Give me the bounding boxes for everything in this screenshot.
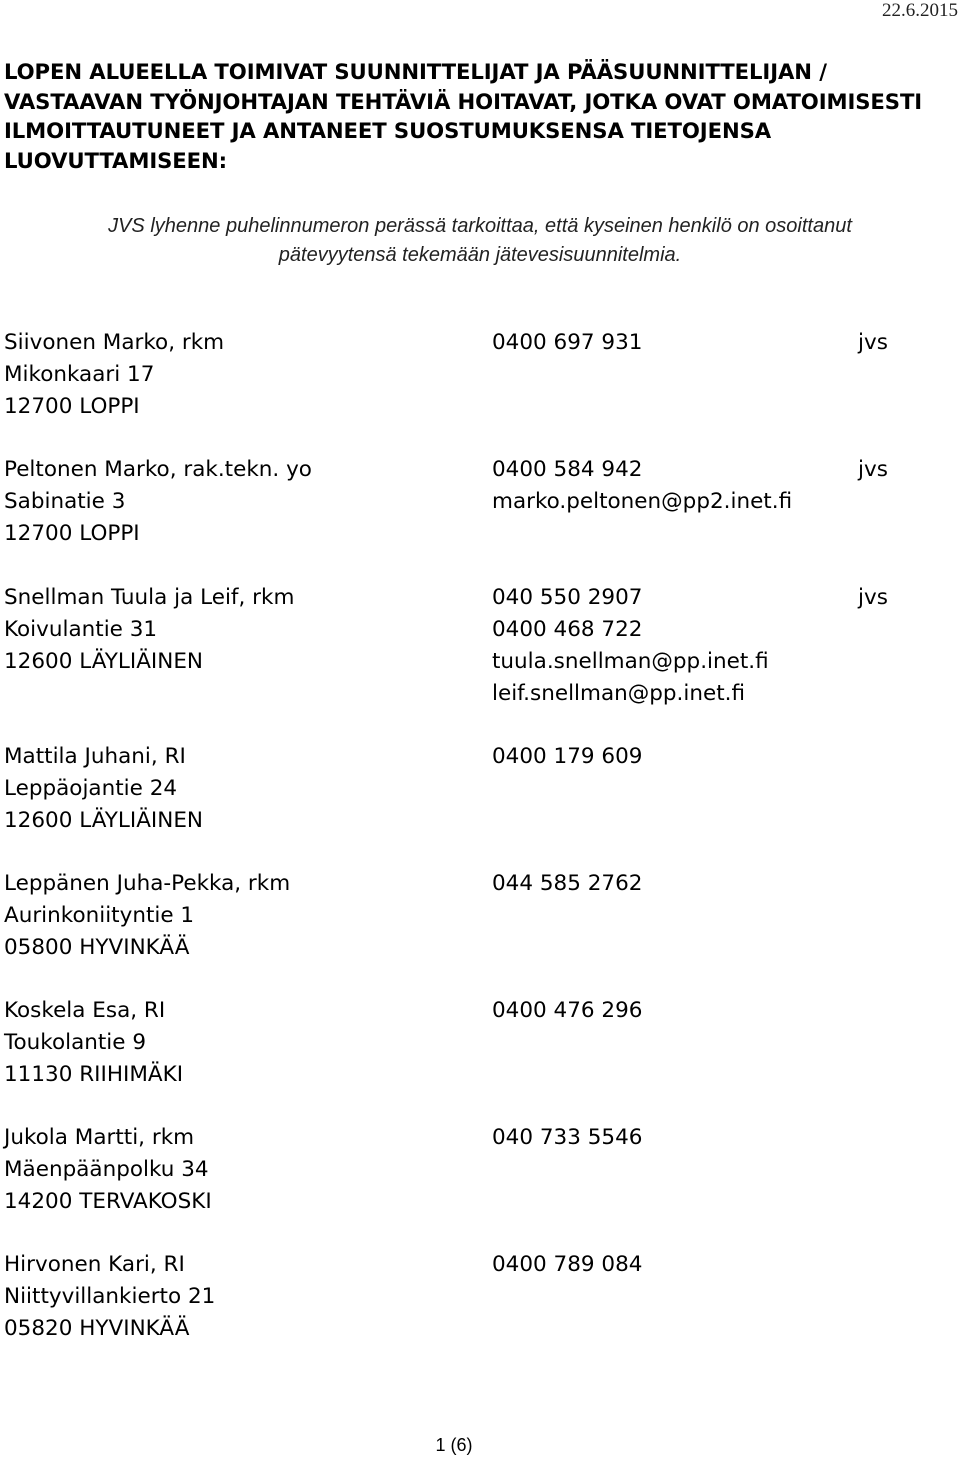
- contact-postal: 05800 HYVINKÄÄ: [4, 935, 190, 960]
- contact-street: Niittyvillankierto 21: [4, 1284, 216, 1309]
- document-title: LOPEN ALUEELLA TOIMIVAT SUUNNITTELIJAT JA PÄÄSUUNNITTELIJAN / VASTAAVAN TYÖNJOHTAJAN TEHTÄVIÄ HOITAVAT, JOTKA OVAT OMATOIMISESTI ILMOITTAUTUNEET JA ANTANEET SUOSTUMUKSENSA TIETOJENSA LUOVUTTAMISEEN:: [4, 59, 923, 173]
- contact-email: leif.snellman@pp.inet.fi: [492, 681, 746, 706]
- contact-details: [492, 454, 832, 518]
- contact-street: Mäenpäänpolku 34: [4, 1157, 209, 1182]
- document-date: 22.6.2015: [882, 0, 958, 21]
- jvs-tag: jvs: [858, 585, 888, 610]
- contact-details: [492, 995, 832, 1027]
- page-number: 1 (6): [435, 1435, 473, 1455]
- contact-entry: [4, 327, 954, 423]
- contact-name: Jukola Martti, rkm: [4, 1125, 195, 1150]
- contact-entry: [4, 868, 954, 964]
- contact-phone: 044 585 2762: [492, 871, 643, 896]
- contact-phone: 0400 179 609: [492, 744, 643, 769]
- contact-phone: 040 733 5546: [492, 1125, 643, 1150]
- contact-entry: [4, 1122, 954, 1218]
- contact-entry: [4, 741, 954, 837]
- contact-phone: 0400 584 942: [492, 457, 643, 482]
- jvs-note-line: JVS lyhenne puhelinnumeron perässä tarkoittaa, että kyseinen henkilö on osoittanut: [108, 215, 852, 237]
- contact-entry: [4, 995, 954, 1091]
- contact-street: Mikonkaari 17: [4, 362, 155, 387]
- contact-entry: [4, 454, 954, 550]
- contact-street: Toukolantie 9: [4, 1030, 147, 1055]
- contact-name: Hirvonen Kari, RI: [4, 1252, 185, 1277]
- jvs-tag: jvs: [858, 330, 888, 355]
- jvs-note: [0, 212, 960, 270]
- contact-address: [4, 454, 484, 550]
- contact-address: [4, 1122, 484, 1218]
- contact-details: [492, 868, 832, 900]
- contact-postal: 11130 RIIHIMÄKI: [4, 1062, 184, 1087]
- contact-entry: [4, 1249, 954, 1345]
- contact-address: [4, 868, 484, 964]
- contact-street: Leppäojantie 24: [4, 776, 178, 801]
- contact-details: [492, 582, 832, 710]
- contact-name: Snellman Tuula ja Leif, rkm: [4, 585, 295, 610]
- jvs-tag: jvs: [858, 457, 888, 482]
- contact-address: [4, 741, 484, 837]
- contact-street: Sabinatie 3: [4, 489, 126, 514]
- contact-entry: [4, 582, 954, 710]
- contact-details: [492, 1249, 832, 1281]
- contact-phone: 0400 789 084: [492, 1252, 643, 1277]
- contact-name: Mattila Juhani, RI: [4, 744, 186, 769]
- contact-postal: 12700 LOPPI: [4, 521, 140, 546]
- contact-street: Aurinkoniityntie 1: [4, 903, 195, 928]
- contact-postal: 14200 TERVAKOSKI: [4, 1189, 212, 1214]
- contact-postal: 05820 HYVINKÄÄ: [4, 1316, 190, 1341]
- contact-name: Peltonen Marko, rak.tekn. yo: [4, 457, 312, 482]
- contact-phone: 0400 468 722: [492, 617, 643, 642]
- contact-details: [492, 741, 832, 773]
- contact-address: [4, 995, 484, 1091]
- contact-phone: 0400 476 296: [492, 998, 643, 1023]
- contact-name: Koskela Esa, RI: [4, 998, 166, 1023]
- contact-street: Koivulantie 31: [4, 617, 158, 642]
- contact-email: tuula.snellman@pp.inet.fi: [492, 649, 769, 674]
- contact-postal: 12600 LÄYLIÄINEN: [4, 808, 203, 833]
- contact-name: Siivonen Marko, rkm: [4, 330, 225, 355]
- contact-address: [4, 582, 484, 678]
- contact-postal: 12600 LÄYLIÄINEN: [4, 649, 203, 674]
- contact-phone: 0400 697 931: [492, 330, 643, 355]
- contact-postal: 12700 LOPPI: [4, 394, 140, 419]
- contact-address: [4, 1249, 484, 1345]
- contact-phone: 040 550 2907: [492, 585, 643, 610]
- contact-name: Leppänen Juha-Pekka, rkm: [4, 871, 291, 896]
- contact-details: [492, 327, 832, 359]
- contact-email: marko.peltonen@pp2.inet.fi: [492, 489, 793, 514]
- jvs-note-line: pätevyytensä tekemään jätevesisuunnitelmia.: [278, 244, 682, 266]
- contact-details: [492, 1122, 832, 1154]
- contact-address: [4, 327, 484, 423]
